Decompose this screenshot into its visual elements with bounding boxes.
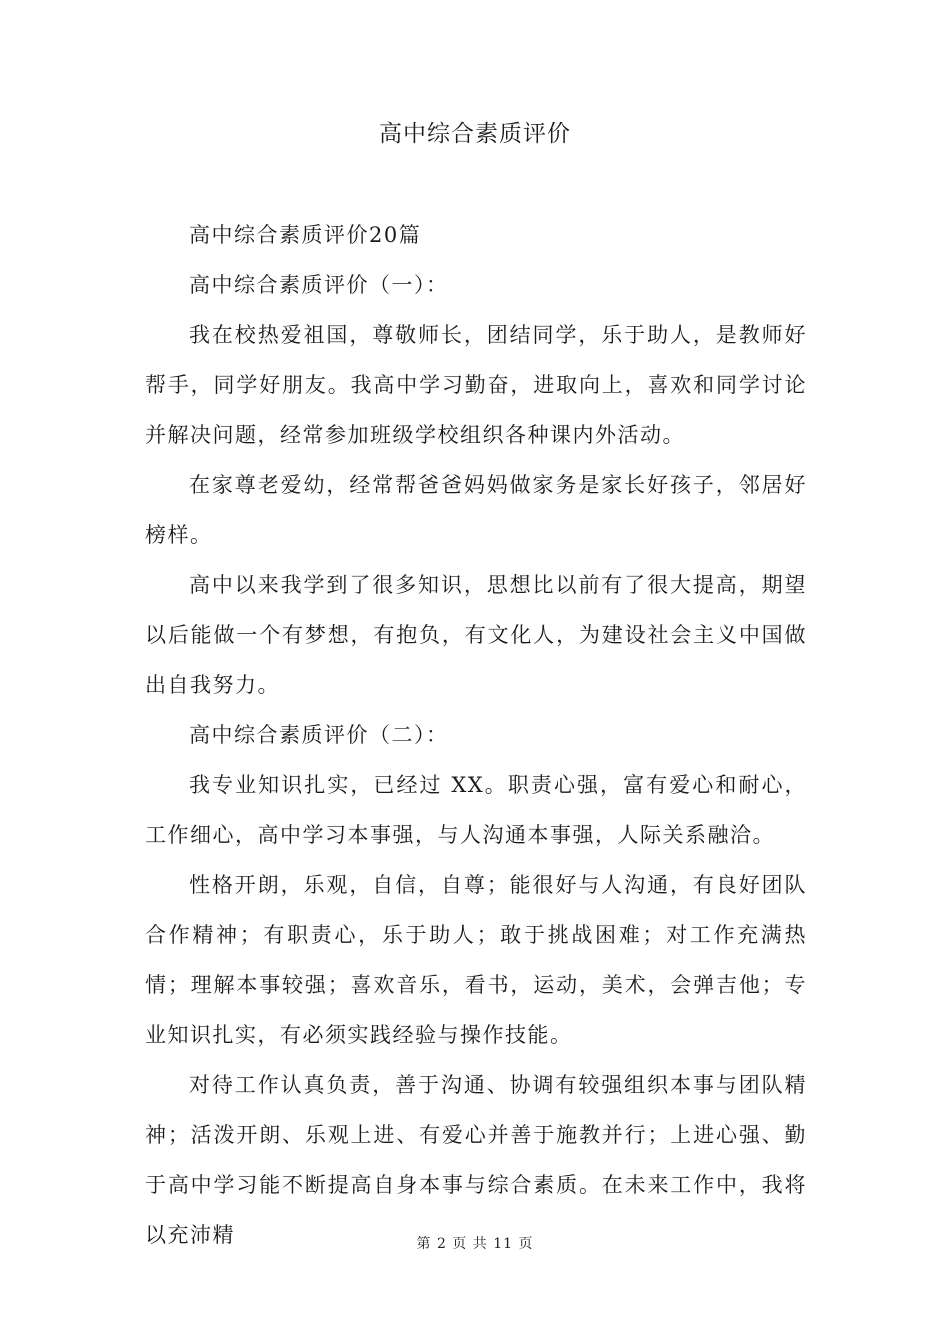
document-title: 高中综合素质评价	[379, 121, 571, 147]
section-heading-1: 高中综合素质评价（一）：	[189, 273, 449, 297]
paragraph-4: 我专业知识扎实，已经过 XX。职责心强，富有爱心和耐心，工作细心，高中学习本事强，与人沟通本事强，人际关系融洽。	[145, 773, 807, 847]
paragraph-3: 高中以来我学到了很多知识，思想比以前有了很大提高，期望以后能做一个有梦想，有抱负，有文化人，为建设社会主义中国做出自我努力。	[145, 573, 807, 697]
page-footer: 第 2 页 共 11 页	[416, 1236, 534, 1252]
subtitle-paragraph: 高中综合素质评价20篇	[189, 223, 422, 247]
paragraph-6: 对待工作认真负责，善于沟通、协调有较强组织本事与团队精神；活泼开朗、乐观上进、有爱心并善于施教并行；上进心强、勤于高中学习能不断提高自身本事与综合素质。在未来工作中，我将以充沛精	[145, 1073, 807, 1247]
paragraph-1: 我在校热爱祖国，尊敬师长，团结同学，乐于助人，是教师好帮手，同学好朋友。我高中学习勤奋，进取向上，喜欢和同学讨论并解决问题，经常参加班级学校组织各种课内外活动。	[145, 323, 807, 447]
section-heading-2: 高中综合素质评价（二）：	[189, 723, 449, 747]
paragraph-5: 性格开朗，乐观，自信，自尊；能很好与人沟通，有良好团队合作精神；有职责心，乐于助人；敢于挑战困难；对工作充满热情；理解本事较强；喜欢音乐，看书，运动，美术，会弹吉他；专业知识扎实，有必须实践经验与操作技能。	[145, 873, 807, 1047]
paragraph-2: 在家尊老爱幼，经常帮爸爸妈妈做家务是家长好孩子，邻居好榜样。	[145, 473, 807, 547]
